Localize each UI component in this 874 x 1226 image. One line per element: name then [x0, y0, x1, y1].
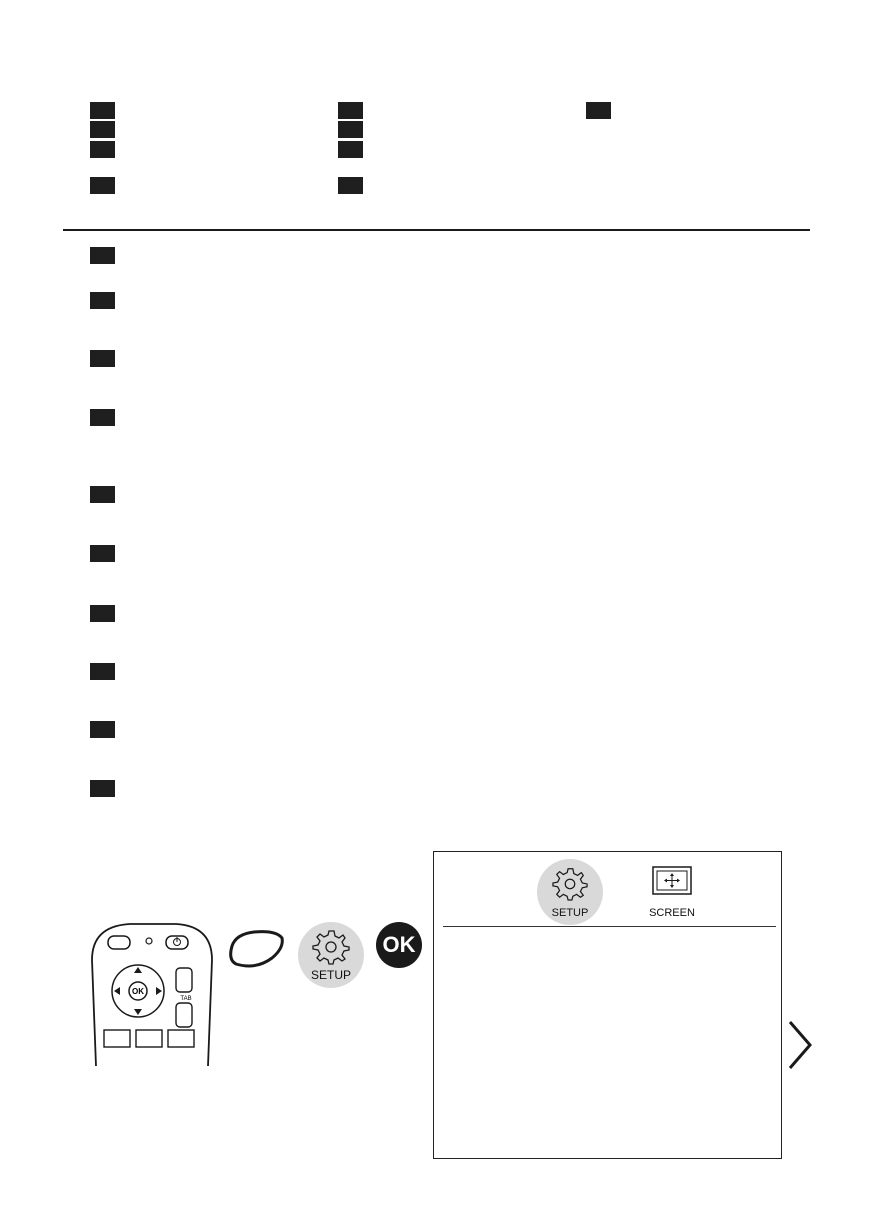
gear-icon: [312, 927, 350, 965]
marker-box: [586, 102, 611, 119]
setup-button-label: SETUP: [310, 968, 351, 982]
step-marker: [90, 605, 115, 622]
svg-text:OK: OK: [132, 987, 144, 996]
marker-box: [338, 102, 363, 119]
step-marker: [90, 292, 115, 309]
step-marker: [90, 545, 115, 562]
tab-setup: [537, 859, 603, 925]
marker-box: [338, 177, 363, 194]
ok-button-label: OK: [382, 932, 416, 957]
marker-box: [338, 121, 363, 138]
menu-button-icon: [226, 926, 286, 974]
tab-screen-label: SCREEN: [649, 907, 695, 919]
remote-control-illustration: [90, 920, 215, 1070]
step-marker: [90, 663, 115, 680]
gear-icon: [552, 865, 588, 901]
chevron-right-icon: [786, 1020, 814, 1070]
ok-button: [376, 922, 422, 968]
step-marker: [90, 721, 115, 738]
marker-box: [90, 102, 115, 119]
setup-menu-screen: [433, 851, 782, 1159]
marker-box: [90, 121, 115, 138]
menu-divider: [443, 926, 776, 927]
setup-button: [298, 922, 364, 988]
step-marker: [90, 247, 115, 264]
marker-box: [338, 141, 363, 158]
svg-text:TAB: TAB: [180, 996, 192, 1002]
screen-move-icon: [652, 866, 692, 896]
step-marker: [90, 409, 115, 426]
section-divider: [63, 229, 810, 231]
step-marker: [90, 350, 115, 367]
tab-setup-label: SETUP: [551, 907, 589, 919]
step-marker: [90, 486, 115, 503]
marker-box: [90, 177, 115, 194]
marker-box: [90, 141, 115, 158]
tab-screen: [639, 866, 705, 926]
step-marker: [90, 780, 115, 797]
